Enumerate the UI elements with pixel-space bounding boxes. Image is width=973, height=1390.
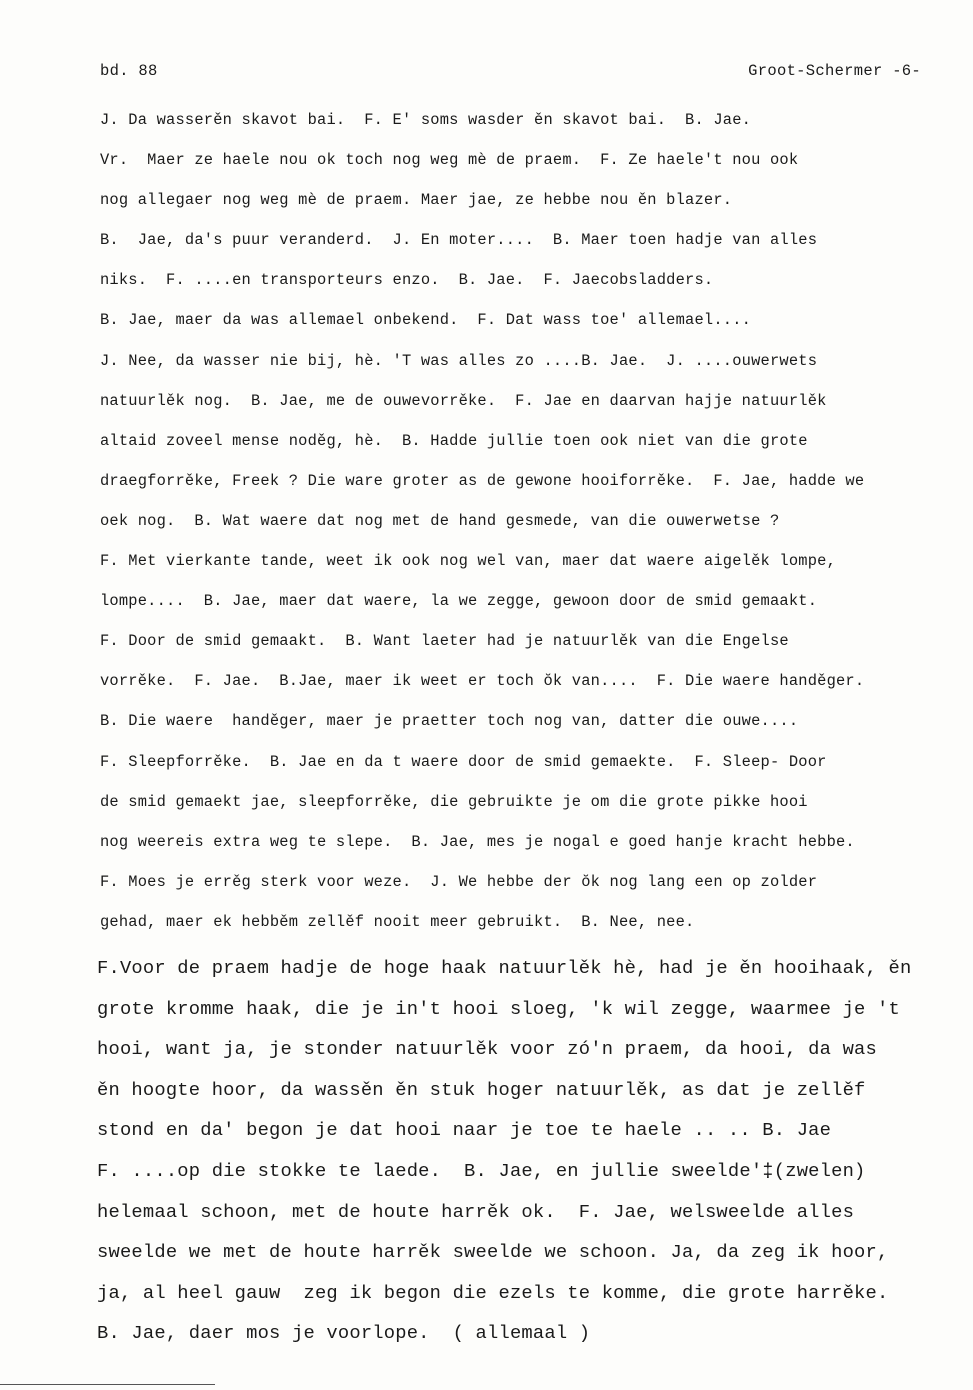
transcript-line: stond en da' begon je dat hooi naar je toe te haele .. .. B. Jae (97, 1119, 832, 1142)
transcript-line: altaid zoveel mense noděg, hè. B. Hadde jullie toen ook niet van die grote (100, 431, 808, 450)
transcript-line: nog weereis extra weg te slepe. B. Jae, mes je nogal e goed hanje kracht hebbe. (100, 832, 855, 851)
page-reference: bd. 88 (100, 62, 158, 80)
transcript-line: vorrěke. F. Jae. B.Jae, maer ik weet er toch ŏk van.... F. Die waere handěger. (100, 672, 865, 691)
large-type-transcript-block (97, 948, 967, 1354)
transcript-line: hooi, want ja, je stonder natuurlěk voor zó'n praem, da hooi, da was (97, 1038, 877, 1061)
transcript-line: F. Sleepforrěke. B. Jae en da t waere door de smid gemaekte. F. Sleep- Door (100, 752, 827, 771)
transcript-line: niks. F. ....en transporteurs enzo. B. Jae. F. Jaecobsladders. (100, 271, 714, 290)
transcript-line: F. Met vierkante tande, weet ik ook nog wel van, maer dat waere aigelěk lompe, (100, 552, 836, 571)
page-heading: Groot-Schermer -6- (748, 62, 921, 80)
transcript-line: ja, al heel gauw zeg ik begon die ezels te komme, die grote harrěke. (97, 1281, 889, 1304)
interview-transcript-block (100, 100, 950, 942)
transcript-line: grote kromme haak, die je in't hooi sloeg, 'k wil zegge, waarmee je 't (97, 997, 900, 1020)
transcript-line: F. Moes je errěg sterk voor weze. J. We hebbe der ŏk nog lang een op zolder (100, 872, 818, 891)
transcript-line: lompe.... B. Jae, maer dat waere, la we zegge, gewoon door de smid gemaakt. (100, 592, 818, 611)
transcript-line: B. Die waere handěger, maer je praetter toch nog van, datter die ouwe.... (100, 712, 799, 731)
transcript-line: de smid gemaekt jae, sleepforrěke, die gebruikte je om die grote pikke hooi (100, 792, 808, 811)
transcript-line: B. Jae, daer mos je voorlope. ( allemaal ) (97, 1322, 591, 1345)
transcript-line: sweelde we met de houte harrěk sweelde we schoon. Ja, da zeg ik hoor, (97, 1241, 889, 1264)
transcript-line: draegforrěke, Freek ? Die ware groter as de gewone hooiforrěke. F. Jae, hadde we (100, 471, 865, 490)
transcript-line: B. Jae, da's puur veranderd. J. En moter.... B. Maer toen hadje van alles (100, 231, 818, 250)
transcript-line: helemaal schoon, met de houte harrěk ok. F. Jae, welsweelde alles (97, 1200, 855, 1223)
transcript-line: Vr. Maer ze haele nou ok toch nog weg mè de praem. F. Ze haele't nou ook (100, 151, 799, 170)
transcript-line: J. Nee, da wasser nie bij, hè. 'T was alles zo ....B. Jae. J. ....ouwerwets (100, 351, 818, 370)
transcript-line: gehad, maer ek hebběm zellěf nooit meer gebruikt. B. Nee, nee. (100, 912, 695, 931)
transcript-line: F. ....op die stokke te laede. B. Jae, en jullie sweelde'‡(zwelen) (97, 1159, 866, 1182)
transcript-line: nog allegaer nog weg mè de praem. Maer jae, ze hebbe nou ěn blazer. (100, 191, 733, 210)
footer-rule (0, 1384, 215, 1385)
transcript-line: F.Voor de praem hadje de hoge haak natuurlěk hè, had je ěn hooihaak, ěn (97, 957, 912, 979)
transcript-line: B. Jae, maer da was allemael onbekend. F. Dat wass toe' allemael.... (100, 311, 752, 330)
transcript-line: J. Da wasserěn skavot bai. F. E' soms wasder ěn skavot bai. B. Jae. (100, 111, 752, 129)
transcript-line: natuurlěk nog. B. Jae, me de ouwevorrěke. F. Jae en daarvan hajje natuurlěk (100, 391, 827, 410)
transcript-line: F. Door de smid gemaakt. B. Want laeter had je natuurlěk van die Engelse (100, 632, 789, 651)
transcript-line: oek nog. B. Wat waere dat nog met de hand gesmede, van die ouwerwetse ? (100, 511, 780, 530)
transcript-line: ěn hoogte hoor, da wassěn ěn stuk hoger natuurlěk, as dat je zellěf (97, 1078, 866, 1101)
